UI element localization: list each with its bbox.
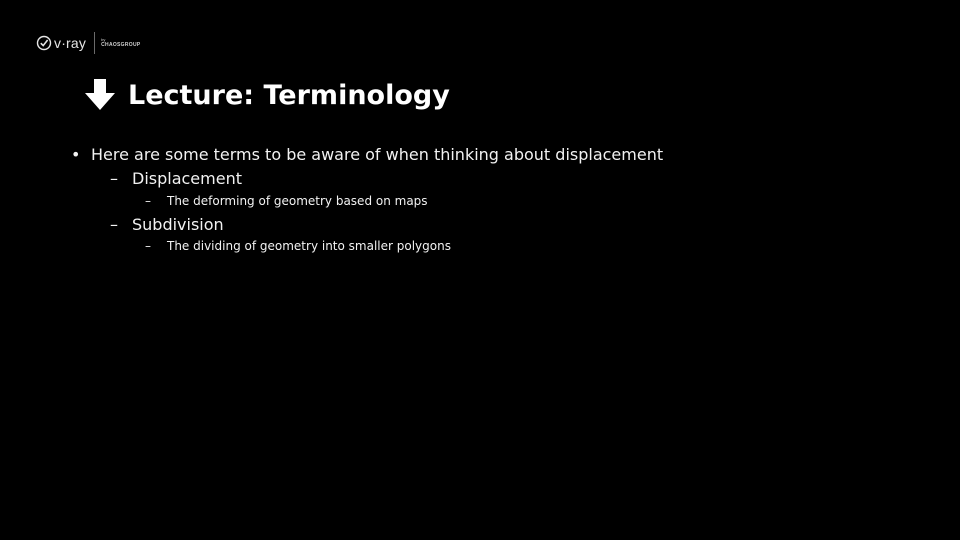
term-marker: – (110, 169, 118, 188)
arrow-down-icon (82, 77, 118, 113)
logo-divider (94, 32, 95, 54)
definition-marker: – (145, 239, 151, 253)
bullet-main-text: Here are some terms to be aware of when thinking about displacement (91, 145, 664, 164)
definition-subdivision-text: The dividing of geometry into smaller polygons (167, 239, 451, 253)
vray-chaosgroup-logo (36, 33, 141, 53)
vray-wordmark: v·ray (54, 35, 87, 51)
bullet-marker: • (71, 145, 81, 164)
definition-subdivision (145, 239, 451, 253)
term-subdivision (110, 215, 224, 234)
chaosgroup-wordmark: CHAOSGROUP (101, 42, 141, 48)
vray-logo (36, 35, 86, 51)
chaosgroup-logo (101, 38, 140, 48)
term-displacement-text: Displacement (132, 169, 242, 188)
bullet-main (71, 145, 663, 164)
definition-marker: – (145, 194, 151, 208)
slide-title (82, 76, 450, 114)
definition-displacement-text: The deforming of geometry based on maps (167, 194, 428, 208)
vray-check-icon (36, 35, 52, 51)
term-subdivision-text: Subdivision (132, 215, 224, 234)
definition-displacement (145, 194, 428, 208)
term-marker: – (110, 215, 118, 234)
term-displacement (110, 169, 242, 188)
title-text: Lecture: Terminology (128, 79, 450, 111)
logo-by-text: by (101, 37, 106, 42)
